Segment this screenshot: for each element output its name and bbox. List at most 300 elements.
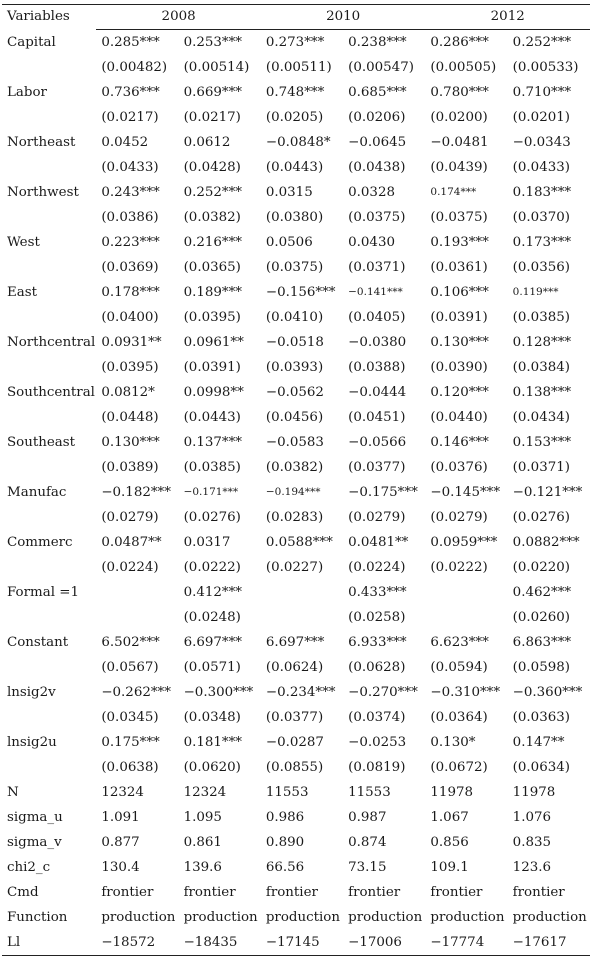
cell-value: frontier <box>512 885 565 900</box>
cell-value: (0.0376) <box>430 460 488 475</box>
cell-value: 12324 <box>183 785 227 800</box>
cell-value: −17145 <box>261 930 343 956</box>
cell-value: (0.00511) <box>265 60 332 75</box>
cell-value: (0.0395) <box>183 310 241 325</box>
cell-value: 0.253*** <box>183 35 242 50</box>
cell-value: (0.0819) <box>348 760 406 775</box>
cell-value: 0.189*** <box>183 285 242 300</box>
cell-value: (0.0384) <box>512 360 570 375</box>
cell-value: 0.0882*** <box>512 535 580 550</box>
row-label: Southcentral <box>7 385 95 400</box>
cell-value: −0.0848* <box>265 135 331 150</box>
table-row <box>2 630 590 655</box>
cell-value: 0.987 <box>348 810 387 825</box>
cell-value: −0.262*** <box>101 685 171 700</box>
cell-value: 0.183*** <box>512 185 572 200</box>
cell-value: 6.697*** <box>183 635 242 650</box>
cell-value: (0.0361) <box>430 260 488 275</box>
cell-value: 0.462*** <box>512 585 572 600</box>
table-row <box>2 130 590 155</box>
cell-value: 0.130*** <box>430 335 489 350</box>
cell-value <box>261 580 343 605</box>
row-label: chi2_c <box>7 860 51 875</box>
cell-value: (0.0200) <box>430 110 488 125</box>
cell-value: (0.0380) <box>265 210 324 225</box>
cell-value: (0.0365) <box>183 260 241 275</box>
cell-value <box>425 580 507 605</box>
cell-value: 0.137*** <box>183 435 242 450</box>
cell-value: (0.0672) <box>430 760 488 775</box>
cell-value: 0.669*** <box>183 85 242 100</box>
cell-value: (0.0410) <box>265 310 324 325</box>
row-label: Formal =1 <box>7 585 79 600</box>
cell-value: (0.0388) <box>348 360 406 375</box>
row-label <box>2 605 96 630</box>
cell-value: (0.0390) <box>430 360 488 375</box>
cell-value: −0.234*** <box>265 685 336 700</box>
cell-value: (0.0598) <box>512 660 570 675</box>
cell-value: 11553 <box>265 785 309 800</box>
cell-value: 1.076 <box>512 810 552 825</box>
row-label: lnsig2v <box>7 685 56 700</box>
cell-value: (0.0220) <box>512 560 570 575</box>
cell-value: frontier <box>348 885 401 900</box>
cell-value: (0.0201) <box>512 110 570 125</box>
cell-value: −0.0287 <box>265 735 324 750</box>
table-row <box>2 30 590 56</box>
cell-value: (0.0628) <box>348 660 406 675</box>
row-label <box>2 355 96 380</box>
cell-value: 0.146*** <box>430 435 489 450</box>
cell-value: −0.141*** <box>348 286 403 298</box>
cell-value: 139.6 <box>183 860 222 875</box>
cell-value: 0.0612 <box>183 135 231 150</box>
cell-value: 0.119*** <box>512 286 559 298</box>
row-label: Labor <box>7 85 47 100</box>
cell-value: −17617 <box>508 930 590 956</box>
cell-value: 0.223*** <box>101 235 160 250</box>
table-row-se <box>2 105 590 130</box>
cell-value: 0.0506 <box>265 235 313 250</box>
table-row <box>2 480 590 505</box>
cell-value: 0.0588*** <box>265 535 333 550</box>
cell-value: 0.685*** <box>348 85 407 100</box>
row-label <box>2 555 96 580</box>
cell-value: 0.0961** <box>183 335 244 350</box>
cell-value: −0.270*** <box>348 685 418 700</box>
row-label: Ll <box>2 930 96 956</box>
table-row <box>2 905 590 930</box>
cell-value: 0.130*** <box>101 435 160 450</box>
cell-value: (0.0217) <box>101 110 159 125</box>
cell-value: −18572 <box>96 930 178 956</box>
row-label: Constant <box>7 635 69 650</box>
table-row <box>2 830 590 855</box>
cell-value: 0.130* <box>430 735 476 750</box>
row-label: Northeast <box>7 135 76 150</box>
cell-value: 0.285*** <box>101 35 160 50</box>
row-label <box>2 255 96 280</box>
cell-value: (0.0276) <box>512 510 570 525</box>
cell-value: (0.0377) <box>265 710 324 725</box>
cell-value: production <box>265 910 340 925</box>
cell-value: (0.00482) <box>101 60 168 75</box>
cell-value: 123.6 <box>512 860 552 875</box>
cell-value: 0.106*** <box>430 285 489 300</box>
row-label: Cmd <box>7 885 39 900</box>
cell-value: (0.0434) <box>512 410 570 425</box>
variables-header: Variables <box>2 5 96 30</box>
cell-value: 0.252*** <box>183 185 242 200</box>
regression-table <box>2 4 590 956</box>
table-row-se <box>2 655 590 680</box>
cell-value: 0.243*** <box>101 185 160 200</box>
cell-value: 0.216*** <box>183 235 242 250</box>
cell-value: (0.0363) <box>512 710 570 725</box>
cell-value: −0.0518 <box>265 335 324 350</box>
cell-value: frontier <box>265 885 318 900</box>
cell-value: (0.0400) <box>101 310 159 325</box>
cell-value: (0.0433) <box>512 160 570 175</box>
row-label <box>2 55 96 80</box>
cell-value: 0.273*** <box>265 35 325 50</box>
cell-value: (0.0206) <box>348 110 406 125</box>
cell-value: 73.15 <box>348 860 387 875</box>
cell-value: −17006 <box>343 930 425 956</box>
table-row <box>2 780 590 805</box>
cell-value: 0.193*** <box>430 235 489 250</box>
cell-value: −0.182*** <box>101 485 171 500</box>
cell-value: 0.412*** <box>183 585 242 600</box>
cell-value: 0.433*** <box>348 585 407 600</box>
table-row <box>2 855 590 880</box>
row-label: Capital <box>7 34 56 50</box>
table-row-se <box>2 505 590 530</box>
cell-value: −0.0481 <box>430 135 489 150</box>
cell-value: 0.252*** <box>512 35 572 50</box>
cell-value: 1.095 <box>183 810 222 825</box>
cell-value: (0.0371) <box>348 260 406 275</box>
table-row-se <box>2 555 590 580</box>
cell-value: (0.0385) <box>183 460 241 475</box>
cell-value: 12324 <box>101 785 144 800</box>
table-row-se <box>2 755 590 780</box>
cell-value: −0.145*** <box>430 485 501 500</box>
cell-value: (0.0389) <box>101 460 159 475</box>
row-label <box>2 505 96 530</box>
year-header-2010: 2010 <box>261 5 426 30</box>
row-label: Northwest <box>7 185 79 200</box>
cell-value: 0.181*** <box>183 735 242 750</box>
cell-value: 11553 <box>348 785 391 800</box>
cell-value: 0.890 <box>265 835 305 850</box>
cell-value: 6.623*** <box>430 635 489 650</box>
cell-value: 6.933*** <box>348 635 407 650</box>
cell-value: −0.0562 <box>265 385 324 400</box>
cell-value: 0.874 <box>348 835 387 850</box>
cell-value: −0.0645 <box>348 135 407 150</box>
cell-value: −0.0566 <box>348 435 407 450</box>
cell-value: (0.0260) <box>512 610 570 625</box>
row-label: Commerc <box>7 535 73 550</box>
cell-value: −0.310*** <box>430 685 501 700</box>
cell-value: (0.0433) <box>101 160 159 175</box>
row-label <box>2 455 96 480</box>
row-label: Manufac <box>7 485 67 500</box>
cell-value: 0.175*** <box>101 735 160 750</box>
cell-value: (0.0375) <box>265 260 324 275</box>
year-header-2012: 2012 <box>425 5 590 30</box>
cell-value: (0.0456) <box>265 410 324 425</box>
cell-value: 0.173*** <box>512 235 572 250</box>
cell-value: 0.0317 <box>183 535 231 550</box>
cell-value: 0.861 <box>183 835 222 850</box>
cell-value: (0.0222) <box>183 560 241 575</box>
cell-value: frontier <box>183 885 236 900</box>
cell-value: −0.194*** <box>265 486 321 498</box>
row-label <box>2 705 96 730</box>
cell-value: −17774 <box>425 930 507 956</box>
cell-value: −0.171*** <box>183 486 239 498</box>
cell-value: (0.0279) <box>430 510 488 525</box>
table-row <box>2 880 590 905</box>
cell-value: 0.120*** <box>430 385 489 400</box>
cell-value: 0.0452 <box>101 135 149 150</box>
cell-value: 109.1 <box>430 860 469 875</box>
cell-value: (0.0283) <box>265 510 324 525</box>
cell-value <box>96 605 178 630</box>
cell-value: (0.0374) <box>348 710 406 725</box>
cell-value: 0.0430 <box>348 235 395 250</box>
table-row <box>2 930 590 956</box>
cell-value: 6.863*** <box>512 635 572 650</box>
table-row <box>2 330 590 355</box>
table-row-se <box>2 55 590 80</box>
cell-value: (0.0571) <box>183 660 241 675</box>
cell-value: (0.0375) <box>430 210 488 225</box>
cell-value: −18435 <box>179 930 261 956</box>
row-label <box>2 405 96 430</box>
cell-value: (0.0356) <box>512 260 570 275</box>
cell-value: 0.0931** <box>101 335 162 350</box>
cell-value: (0.0371) <box>512 460 570 475</box>
cell-value: (0.0448) <box>101 410 159 425</box>
row-label <box>2 105 96 130</box>
row-label: sigma_u <box>7 810 63 825</box>
cell-value: 0.153*** <box>512 435 572 450</box>
table-row <box>2 180 590 205</box>
cell-value: (0.0205) <box>265 110 324 125</box>
cell-value: 6.502*** <box>101 635 160 650</box>
cell-value: (0.0620) <box>183 760 241 775</box>
cell-value: 0.835 <box>512 835 552 850</box>
cell-value: (0.0443) <box>183 410 241 425</box>
cell-value: (0.0224) <box>348 560 406 575</box>
cell-value: 0.748*** <box>265 85 325 100</box>
cell-value: 0.0487** <box>101 535 162 550</box>
cell-value: 0.0959*** <box>430 535 498 550</box>
table-row <box>2 730 590 755</box>
cell-value: (0.0386) <box>101 210 159 225</box>
header-row <box>2 5 590 30</box>
row-label: N <box>7 785 19 800</box>
table-body <box>2 30 590 956</box>
cell-value <box>425 605 507 630</box>
table-row <box>2 530 590 555</box>
cell-value: (0.0855) <box>265 760 324 775</box>
cell-value: 0.856 <box>430 835 469 850</box>
cell-value: 0.986 <box>265 810 305 825</box>
cell-value: (0.00514) <box>183 60 250 75</box>
cell-value: (0.0624) <box>265 660 324 675</box>
cell-value: (0.0451) <box>348 410 406 425</box>
cell-value: 0.0328 <box>348 185 395 200</box>
cell-value: (0.0348) <box>183 710 241 725</box>
row-label: Southeast <box>7 435 76 450</box>
cell-value: (0.0375) <box>348 210 406 225</box>
cell-value: (0.0364) <box>430 710 488 725</box>
cell-value: −0.360*** <box>512 685 583 700</box>
table-row-se <box>2 355 590 380</box>
cell-value: (0.0405) <box>348 310 406 325</box>
cell-value: (0.0382) <box>183 210 241 225</box>
cell-value: −0.0444 <box>348 385 407 400</box>
cell-value: (0.0276) <box>183 510 241 525</box>
cell-value: 11978 <box>430 785 474 800</box>
row-label: East <box>7 285 38 300</box>
table-row <box>2 280 590 305</box>
cell-value: 0.0481** <box>348 535 409 550</box>
cell-value: (0.0222) <box>430 560 488 575</box>
table-row-se <box>2 255 590 280</box>
cell-value: 6.697*** <box>265 635 325 650</box>
cell-value: (0.0393) <box>265 360 324 375</box>
cell-value: (0.0428) <box>183 160 241 175</box>
cell-value: 0.736*** <box>101 85 160 100</box>
cell-value: (0.0224) <box>101 560 159 575</box>
table-row <box>2 380 590 405</box>
cell-value: 0.780*** <box>430 85 489 100</box>
cell-value: −0.156*** <box>265 285 336 300</box>
cell-value: 0.0998** <box>183 385 244 400</box>
cell-value: −0.0583 <box>265 435 324 450</box>
cell-value: 130.4 <box>101 860 140 875</box>
cell-value: 0.0812* <box>101 385 155 400</box>
table-row <box>2 80 590 105</box>
cell-value: production <box>101 910 176 925</box>
cell-value: 66.56 <box>265 860 305 875</box>
cell-value: (0.0217) <box>183 110 241 125</box>
cell-value: (0.0440) <box>430 410 488 425</box>
cell-value: (0.0443) <box>265 160 324 175</box>
row-label: Northcentral <box>7 335 96 350</box>
cell-value: frontier <box>430 885 483 900</box>
cell-value: (0.00533) <box>512 60 579 75</box>
cell-value: 0.286*** <box>430 35 489 50</box>
table-row <box>2 805 590 830</box>
table-row <box>2 580 590 605</box>
cell-value: (0.0377) <box>348 460 406 475</box>
cell-value: −0.300*** <box>183 685 254 700</box>
cell-value: 1.091 <box>101 810 140 825</box>
cell-value: (0.0227) <box>265 560 324 575</box>
row-label: Function <box>7 910 68 925</box>
cell-value: (0.0279) <box>101 510 159 525</box>
cell-value: 0.877 <box>101 835 140 850</box>
cell-value: (0.0345) <box>101 710 159 725</box>
cell-value: (0.0391) <box>183 360 241 375</box>
table-row <box>2 680 590 705</box>
cell-value: (0.00547) <box>348 60 414 75</box>
cell-value: production <box>430 910 505 925</box>
cell-value: (0.0370) <box>512 210 570 225</box>
row-label <box>2 755 96 780</box>
table-row-se <box>2 455 590 480</box>
cell-value: 0.238*** <box>348 35 407 50</box>
row-label: West <box>7 235 40 250</box>
cell-value: (0.0594) <box>430 660 488 675</box>
table-row-se <box>2 155 590 180</box>
cell-value: (0.0438) <box>348 160 406 175</box>
cell-value: (0.0385) <box>512 310 570 325</box>
row-label <box>2 155 96 180</box>
row-label: sigma_v <box>7 835 62 850</box>
row-label <box>2 305 96 330</box>
cell-value <box>261 605 343 630</box>
cell-value: −0.121*** <box>512 485 583 500</box>
cell-value: −0.175*** <box>348 485 418 500</box>
table-row-se <box>2 405 590 430</box>
cell-value: 0.138*** <box>512 385 572 400</box>
table-row-se <box>2 205 590 230</box>
cell-value: 0.174*** <box>430 186 477 198</box>
cell-value: (0.0439) <box>430 160 488 175</box>
cell-value: (0.0638) <box>101 760 159 775</box>
cell-value: 0.710*** <box>512 85 572 100</box>
year-header-2008: 2008 <box>96 5 261 30</box>
cell-value: (0.0634) <box>512 760 570 775</box>
row-label <box>2 655 96 680</box>
cell-value: 11978 <box>512 785 556 800</box>
cell-value: −0.0343 <box>512 135 571 150</box>
cell-value: (0.0391) <box>430 310 488 325</box>
cell-value: (0.0279) <box>348 510 406 525</box>
cell-value: (0.0567) <box>101 660 159 675</box>
cell-value: (0.00505) <box>430 60 497 75</box>
cell-value: production <box>512 910 587 925</box>
cell-value: production <box>183 910 258 925</box>
cell-value: 0.178*** <box>101 285 160 300</box>
cell-value: (0.0248) <box>183 610 241 625</box>
cell-value: −0.0380 <box>348 335 407 350</box>
cell-value: frontier <box>101 885 154 900</box>
cell-value: production <box>348 910 423 925</box>
table-row-se <box>2 605 590 630</box>
table-row-se <box>2 305 590 330</box>
row-label: lnsig2u <box>7 735 57 750</box>
cell-value: 0.0315 <box>265 185 313 200</box>
cell-value: (0.0395) <box>101 360 159 375</box>
cell-value: (0.0382) <box>265 460 324 475</box>
table-row <box>2 430 590 455</box>
cell-value <box>96 580 178 605</box>
cell-value: 1.067 <box>430 810 469 825</box>
cell-value: (0.0258) <box>348 610 406 625</box>
cell-value: 0.147** <box>512 735 565 750</box>
row-label <box>2 205 96 230</box>
table-row-se <box>2 705 590 730</box>
table-row <box>2 230 590 255</box>
